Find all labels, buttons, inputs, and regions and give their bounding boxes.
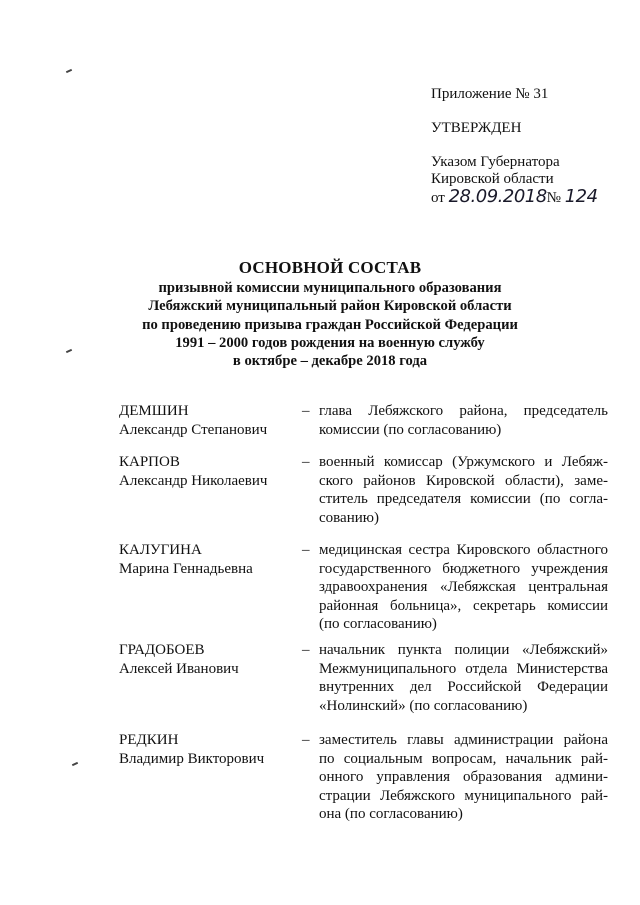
title-line: призывной комиссии муниципального образования: [158, 280, 502, 296]
dash-separator: –: [302, 403, 310, 419]
role-line: глава Лебяжского района, председатель: [319, 403, 608, 419]
appendix-number: Приложение № 31: [431, 86, 549, 102]
role-line: комиссии (по согласованию): [319, 421, 502, 438]
member-name: [119, 541, 299, 578]
dash-separator: –: [302, 642, 310, 658]
dash-separator: –: [302, 732, 310, 748]
member-surname: ГРАДОБОЕВ: [119, 642, 205, 658]
dash-separator: –: [302, 454, 310, 470]
role-line: сованию): [319, 509, 379, 526]
member-surname: ДЕМШИН: [119, 403, 189, 419]
member-name: [119, 731, 299, 768]
role-line: «Нолинский» (по согласованию): [319, 697, 528, 714]
member-role: [319, 541, 608, 634]
member-surname: КАРПОВ: [119, 454, 180, 470]
member-role: [319, 731, 608, 824]
handwritten-number: 124: [564, 186, 598, 207]
title-line: в октябре – декабре 2018 года: [232, 353, 428, 370]
handwritten-date: 28.09.2018: [448, 186, 547, 207]
member-given-name: Марина Геннадьевна: [119, 560, 253, 577]
member-surname: РЕДКИН: [119, 732, 179, 748]
number-prefix: №: [546, 190, 561, 206]
role-line: заместитель главы администрации района: [319, 732, 608, 748]
scan-mark: [72, 762, 78, 766]
title-main: ОСНОВНОЙ СОСТАВ: [238, 258, 422, 277]
member-given-name: Александр Николаевич: [119, 472, 268, 489]
document-title: [60, 257, 600, 370]
member-role: [319, 402, 608, 439]
role-line: начальник пункта полиции «Лебяжский»: [319, 642, 608, 658]
dash-separator: –: [302, 542, 310, 558]
member-surname: КАЛУГИНА: [119, 542, 202, 558]
member-name: [119, 402, 299, 439]
scan-mark: [66, 69, 72, 73]
role-line: районная больница», секретарь комиссии: [319, 597, 608, 614]
role-line: Межмуниципального отдела Министерства: [319, 660, 608, 677]
decree-line-1: Указом Губернатора: [431, 154, 560, 170]
role-line: она (по согласованию): [319, 806, 463, 823]
decree-date-line: [431, 188, 631, 207]
role-line: военный комиссар (Уржумского и Лебяж-: [319, 454, 608, 470]
role-line: здравоохранения «Лебяжская центральная: [319, 579, 608, 596]
member-role: [319, 641, 608, 715]
member-name: [119, 453, 299, 490]
role-line: медицинская сестра Кировского областного: [319, 542, 608, 558]
role-line: онного управления образования админи-: [319, 769, 608, 786]
title-line: по проведению призыва граждан Российской Федерации: [142, 316, 518, 333]
role-line: государственного бюджетного учреждения: [319, 560, 608, 577]
approved-label: УТВЕРЖДЕН: [431, 120, 522, 136]
role-line: ского районов Кировской области), заме-: [319, 472, 608, 489]
member-name: [119, 641, 299, 678]
title-subtitle: [60, 279, 600, 370]
approval-block: [431, 86, 631, 207]
title-line: 1991 – 2000 годов рождения на военную службу: [175, 334, 485, 351]
decree-line-2: Кировской области: [431, 171, 554, 187]
role-line: внутренних дел Российской Федерации: [319, 679, 608, 696]
member-role: [319, 453, 608, 527]
role-line: страции Лебяжского муниципального рай-: [319, 787, 608, 804]
member-given-name: Александр Степанович: [119, 421, 268, 438]
from-prefix: от: [431, 190, 445, 206]
role-line: (по согласованию): [319, 616, 437, 633]
role-line: по социальным вопросам, начальник рай-: [319, 750, 608, 767]
member-given-name: Владимир Викторович: [119, 750, 265, 767]
role-line: ститель председателя комиссии (по согла-: [319, 491, 608, 508]
title-line: Лебяжский муниципальный район Кировской области: [148, 298, 512, 315]
member-given-name: Алексей Иванович: [119, 660, 239, 677]
